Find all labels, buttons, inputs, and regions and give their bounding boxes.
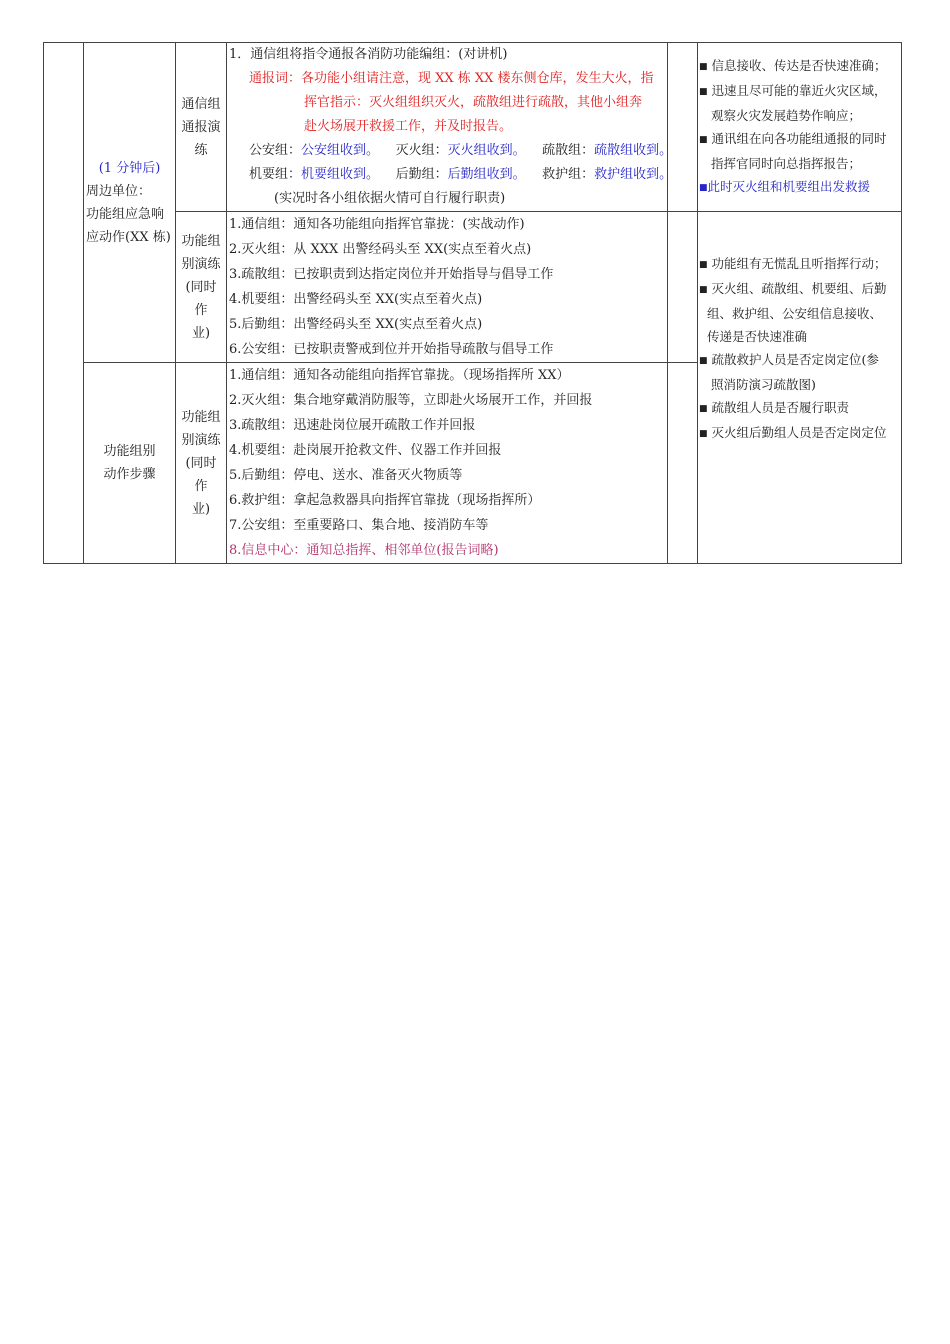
comm-title: 1．通信组将指令通报各消防功能编组：(对讲机) [229, 47, 508, 62]
reply-value: 机要组收到。 [301, 167, 380, 182]
func2-step: 4.机要组：赴岗展开抢救文件、仪器工作并回报 [229, 443, 502, 458]
bullet-icon: ■ [699, 135, 708, 145]
sub-func1 [176, 212, 227, 363]
comm-notice-2: 挥官指示：灭火组组织灭火，疏散组进行疏散，其他小组奔 [304, 95, 643, 110]
func1-step: 3.疏散组：已按职责到达指定岗位并开始指导与倡导工作 [229, 267, 554, 282]
sub-comm-l3: 练 [194, 142, 208, 158]
reply-value: 公安组收到。 [301, 143, 380, 158]
sub-func1-l4: 业) [191, 325, 211, 341]
bullet-icon: ■ [699, 183, 708, 193]
check-func [698, 212, 902, 564]
reply-label: 公安组： [249, 143, 302, 158]
stage-part2 [84, 363, 176, 564]
func1-step: 1.通信组：通知各功能组向指挥官靠拢：(实战动作) [229, 217, 525, 232]
check-item: ■ 通讯组在向各功能组通报的同时 [699, 131, 887, 146]
bullet-icon: ■ [699, 259, 708, 270]
check-comm [698, 43, 902, 212]
check-item: ■此时灭火组和机要组出发救援 [699, 179, 871, 194]
stage-line3: 应动作(XX 栋) [86, 229, 171, 245]
row-comm [44, 43, 902, 212]
func2-step: 5.后勤组：停电、送水、准备灭火物质等 [229, 468, 463, 483]
check-item: ■ 疏散组人员是否履行职责 [699, 399, 850, 415]
func2-step: 6.救护组：拿起急救器具向指挥官靠拢（现场指挥所） [229, 493, 541, 508]
bullet-icon: ■ [699, 87, 708, 97]
comm-note: (实况时各小组依据火情可自行履行职责) [274, 191, 506, 206]
reply-value: 后勤组收到。 [447, 167, 526, 182]
sub-func2-l3: (同时作 [185, 455, 217, 494]
check-item: ■ 灭火组、疏散组、机要组、后勤 [699, 280, 887, 296]
check-item-cont: 照消防演习疏散图) [711, 376, 816, 392]
check-item-cont: 指挥官同时向总指挥报告； [711, 156, 862, 171]
reply-value: 灭火组收到。 [447, 143, 526, 158]
check-item: ■ 功能组有无慌乱且听指挥行动； [699, 255, 887, 271]
bullet-icon: ■ [699, 403, 708, 414]
reply-label: 后勤组： [395, 167, 448, 182]
stage-cell [84, 43, 176, 363]
sub-func2-l2: 别演练 [181, 432, 221, 448]
func1-step: 4.机要组：出警经码头至 XX(实点至着火点) [229, 292, 483, 307]
reply-label: 灭火组： [395, 143, 448, 158]
comm-notice-1: 通报词：各功能小组请注意，现 XX 栋 XX 楼东侧仓库，发生大火，指 [249, 71, 654, 86]
func2-step: 3.疏散组：迅速赴岗位展开疏散工作并回报 [229, 418, 476, 433]
check-item: ■ 信息接收、传达是否快速准确； [699, 58, 887, 73]
bullet-icon: ■ [699, 428, 708, 439]
blank-col [44, 43, 84, 564]
check-item: ■ 灭火组后勤组人员是否定岗定位 [699, 424, 887, 440]
check-item-cont: 传递是否快速准确 [707, 328, 808, 344]
stage-line1: 周边单位： [86, 183, 152, 199]
bullet-icon: ■ [699, 284, 708, 295]
sub-comm [176, 43, 227, 212]
check-item: ■ 迅速且尽可能的靠近火灾区域， [699, 83, 887, 98]
stage-time: (1 分钟后) [98, 160, 161, 176]
stage-part2-l2: 动作步骤 [103, 467, 156, 482]
blank-col-narrow [668, 363, 698, 564]
sub-func1-l3: (同时作 [185, 279, 217, 318]
sub-comm-l2: 通报演 [181, 119, 221, 135]
sub-comm-l1: 通信组 [181, 96, 221, 112]
reply-label: 救护组： [542, 167, 595, 182]
func1-content [227, 212, 668, 363]
drill-table [43, 42, 902, 564]
func2-step: 7.公安组：至重要路口、集合地、接消防车等 [229, 518, 489, 533]
reply-value: 救护组收到。 [594, 167, 673, 182]
reply-label: 疏散组： [542, 143, 595, 158]
func2-content [227, 363, 668, 564]
check-spacer [699, 446, 899, 524]
sub-func2 [176, 363, 227, 564]
func2-step: 1.通信组：通知各动能组向指挥官靠拢。（现场指挥所 XX） [229, 368, 570, 383]
sub-func2-l1: 功能组 [181, 409, 221, 425]
bullet-icon: ■ [699, 355, 708, 366]
check-item-cont: 组、救护组、公安组信息接收、 [707, 305, 883, 321]
reply-label: 机要组： [249, 167, 302, 182]
stage-line2: 功能组应急响 [86, 206, 165, 222]
func1-step: 2.灭火组：从 XXX 出警经码头至 XX(实点至着火点) [229, 242, 532, 257]
func2-step: 2.灭火组：集合地穿戴消防服等，立即赴火场展开工作，并回报 [229, 393, 593, 408]
check-item-cont: 观察火灾发展趋势作响应； [711, 108, 862, 123]
stage-part2-l1: 功能组别 [103, 444, 156, 459]
comm-reply-row1 [229, 139, 673, 163]
sub-func1-l1: 功能组 [181, 233, 221, 249]
blank-col-narrow [668, 212, 698, 363]
comm-reply-row2 [229, 163, 673, 187]
sub-func1-l2: 别演练 [181, 256, 221, 272]
sub-func2-l4: 业) [191, 501, 211, 517]
func1-step: 6.公安组：已按职责警戒到位并开始指导疏散与倡导工作 [229, 342, 554, 357]
bullet-icon: ■ [699, 62, 708, 72]
func1-step: 5.后勤组：出警经码头至 XX(实点至着火点) [229, 317, 483, 332]
func2-info-center: 8.信息中心：通知总指挥、相邻单位(报告词略) [229, 543, 499, 558]
reply-value: 疏散组收到。 [594, 143, 673, 158]
comm-notice-3: 赴火场展开救援工作，并及时报告。 [304, 119, 513, 134]
comm-content [227, 43, 673, 212]
check-item: ■ 疏散救护人员是否定岗定位(参 [699, 351, 879, 367]
